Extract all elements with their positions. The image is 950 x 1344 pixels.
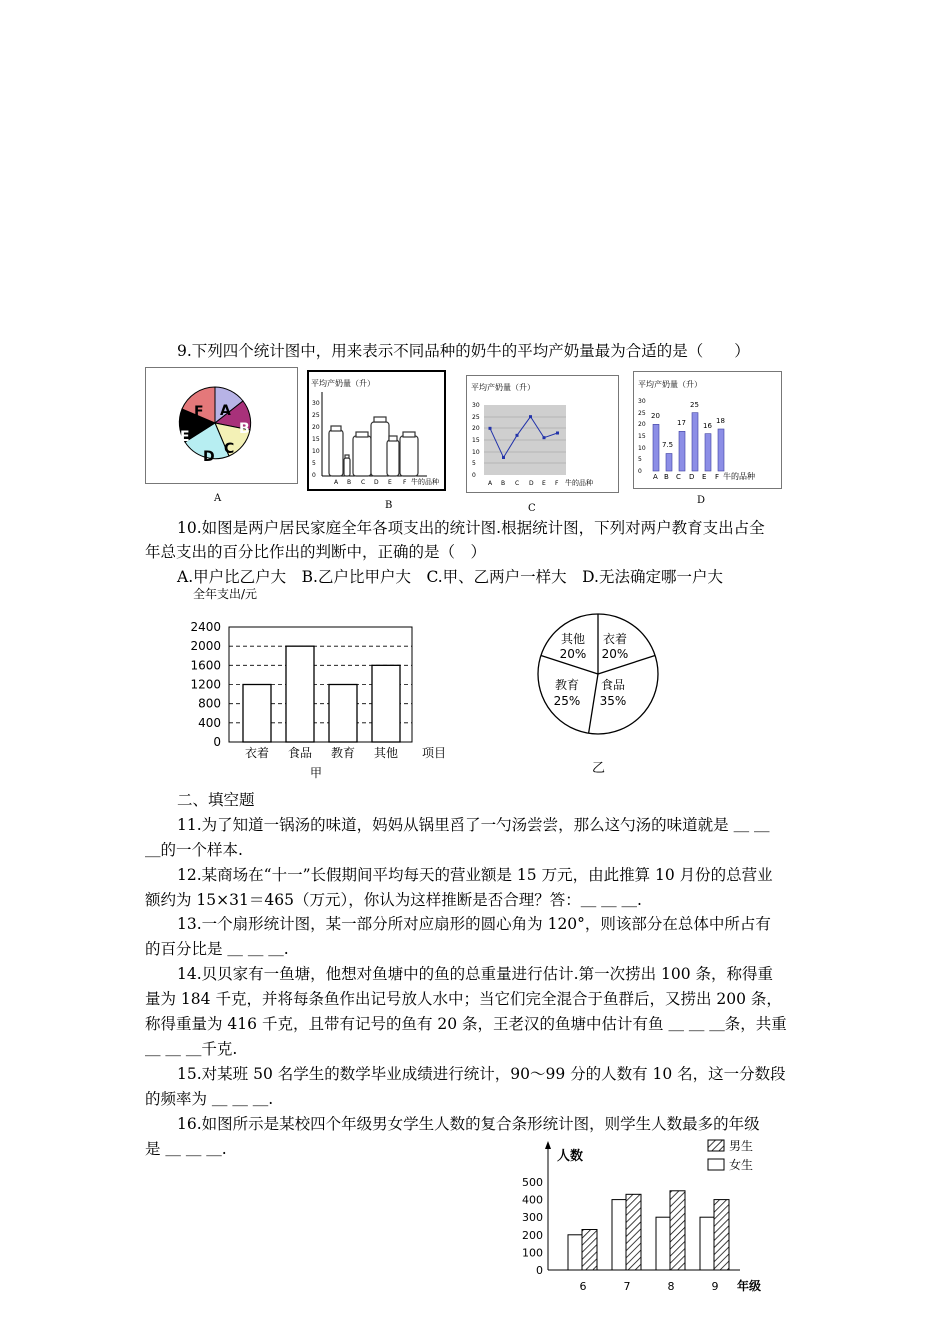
q10-bar-chart: [185, 585, 465, 790]
q9-label-a: A: [214, 493, 222, 504]
q16-line1: 16.如图所示是某校四个年级男女学生人数的复合条形统计图，则学生人数最多的年级: [177, 1115, 760, 1133]
q14-line2: 量为 184 千克，并将每条鱼作出记号放人水中；当它们完全混合于鱼群后，又捞出 200 条，: [145, 990, 782, 1008]
q14-line4: ＿ ＿ ＿千克.: [145, 1040, 238, 1058]
q11-line2: ＿的一个样本.: [145, 841, 243, 859]
q16-ylabel: 人数: [557, 1149, 584, 1164]
svg-text:平均产奶量（升）: 平均产奶量（升）: [311, 379, 375, 388]
svg-text:15: 15: [312, 436, 320, 443]
q16-ytick: 200: [522, 1228, 543, 1242]
q16-ytick: 400: [522, 1193, 543, 1207]
svg-text:10: 10: [638, 445, 646, 452]
pie-pct-yizhuo: 20%: [601, 647, 629, 661]
svg-text:项目: 项目: [422, 746, 447, 760]
pie-label-c: C: [224, 441, 235, 457]
svg-text:B: B: [664, 473, 669, 481]
q16-bar-girls-7: [612, 1200, 626, 1270]
svg-text:A: A: [334, 479, 339, 486]
q9-pictograph: [307, 370, 446, 491]
svg-text:25: 25: [312, 412, 320, 419]
svg-text:E: E: [542, 480, 546, 487]
jia-bar-1: [286, 646, 314, 742]
q13-line2: 的百分比是 ＿ ＿ ＿.: [145, 940, 289, 958]
svg-text:15: 15: [638, 433, 646, 440]
svg-text:E: E: [388, 479, 392, 486]
q16-ytick: 500: [522, 1176, 543, 1189]
svg-text:E: E: [702, 473, 707, 481]
jia-bar-2: [329, 685, 357, 743]
q14-line1: 14.贝贝家有一鱼塘，他想对鱼塘中的鱼的总重量进行估计.第一次捞出 100 条，称得重: [177, 965, 774, 983]
svg-text:牛的品种: 牛的品种: [723, 472, 755, 481]
svg-text:F: F: [403, 479, 407, 486]
c-point-A: [489, 427, 492, 430]
svg-text:D: D: [689, 473, 695, 481]
svg-text:平均产奶量（升）: 平均产奶量（升）: [638, 380, 702, 389]
q16-cat-label: 9: [711, 1280, 719, 1293]
q16-cat-label: 8: [667, 1280, 675, 1293]
pie-pct-jiaoyu: 25%: [553, 694, 581, 708]
q9-label-d: D: [697, 495, 706, 506]
svg-text:牛的品种: 牛的品种: [565, 479, 593, 487]
svg-text:17: 17: [677, 419, 686, 427]
q16-ytick: 0: [536, 1264, 543, 1277]
pie-label-yizhuo: 衣着: [602, 632, 628, 646]
svg-text:30: 30: [638, 398, 646, 405]
q16-ytick: 100: [522, 1246, 543, 1260]
q9-line-chart: [466, 375, 619, 493]
jia-ytick: 2000: [190, 639, 221, 654]
svg-text:B: B: [347, 479, 352, 486]
q14-line3: 称得重量为 416 千克，且带有记号的鱼有 20 条，王老汉的鱼塘中估计有鱼 ＿ ＿ ＿条，共重: [145, 1015, 787, 1033]
q9-label-b: B: [385, 500, 393, 511]
pie-pct-qita: 20%: [559, 647, 587, 661]
svg-text:D: D: [374, 479, 379, 486]
svg-text:30: 30: [472, 402, 480, 409]
jia-ytick: 800: [198, 696, 221, 711]
q12-line1: 12.某商场在“十一”长假期间平均每天的营业额是 15 万元，由此推算 10 月份的总营业: [177, 866, 773, 884]
svg-text:F: F: [715, 473, 720, 481]
jia-ytick: 1200: [190, 677, 221, 692]
svg-text:18: 18: [716, 417, 725, 425]
svg-text:20: 20: [651, 412, 660, 420]
svg-text:16: 16: [703, 422, 712, 430]
svg-text:C: C: [515, 480, 520, 487]
svg-text:牛的品种: 牛的品种: [411, 478, 439, 486]
q16-bar-chart: [515, 1135, 775, 1300]
jia-cat-label: 其他: [373, 746, 399, 760]
q15-line1: 15.对某班 50 名学生的数学毕业成绩进行统计，90～99 分的人数有 10 名，这一分数段: [177, 1065, 786, 1083]
svg-text:C: C: [676, 473, 681, 481]
d-bar-F: [718, 429, 724, 471]
svg-text:C: C: [361, 479, 366, 486]
d-bar-E: [705, 434, 711, 471]
svg-text:25: 25: [690, 401, 699, 409]
jia-ytick: 0: [213, 735, 221, 749]
svg-text:25: 25: [638, 410, 646, 417]
q16-bar-boys-9: [714, 1200, 729, 1270]
c-point-C: [516, 434, 519, 437]
q16-line2: 是 ＿ ＿ ＿.: [145, 1140, 227, 1158]
q13-line1: 13.一个扇形统计图，某一部分所对应扇形的圆心角为 120°，则该部分在总体中所占有: [177, 915, 771, 933]
svg-text:0: 0: [312, 472, 316, 479]
q16-bar-girls-9: [700, 1217, 714, 1270]
svg-text:全年支出/元: 全年支出/元: [193, 587, 258, 601]
c-point-B: [502, 456, 505, 459]
svg-text:A: A: [653, 473, 658, 481]
svg-text:0: 0: [638, 468, 642, 475]
svg-text:5: 5: [638, 456, 642, 463]
svg-text:平均产奶量（升）: 平均产奶量（升）: [471, 383, 535, 392]
q10-options: A.甲户比乙户大 B.乙户比甲户大 C.甲、乙两户一样大 D.无法确定哪一户大: [177, 568, 723, 586]
legend-boys: 男生: [729, 1139, 754, 1153]
jia-cat-label: 衣着: [244, 746, 270, 760]
jia-ytick: 2400: [190, 620, 221, 634]
q16-bar-girls-6: [568, 1235, 582, 1270]
q16-bar-boys-7: [626, 1194, 641, 1270]
jia-cat-label: 食品: [287, 746, 313, 760]
svg-text:5: 5: [312, 460, 316, 467]
q16-cat-label: 7: [623, 1280, 631, 1293]
q11-line1: 11.为了知道一锅汤的味道，妈妈从锅里舀了一勺汤尝尝，那么这勺汤的味道就是 ＿ ＿: [177, 816, 770, 834]
svg-text:B: B: [501, 480, 506, 487]
svg-text:30: 30: [312, 400, 320, 407]
svg-text:10: 10: [312, 448, 320, 455]
pie-label-qita: 其他: [560, 632, 586, 646]
q16-xlabel: 年级: [737, 1279, 762, 1293]
d-bar-D: [692, 413, 698, 471]
q10-stem-1: 10.如图是两户居民家庭全年各项支出的统计图.根据统计图，下列对两户教育支出占全: [177, 519, 765, 537]
svg-text:25: 25: [472, 414, 480, 421]
q16-cat-label: 6: [579, 1280, 587, 1293]
pie-label-e: E: [180, 429, 190, 445]
svg-text:5: 5: [472, 460, 476, 467]
svg-text:20: 20: [312, 424, 320, 431]
pie-label-shipin: 食品: [600, 678, 626, 692]
q16-ytick: 300: [522, 1211, 543, 1225]
svg-text:20: 20: [472, 425, 480, 432]
jia-bar-0: [243, 685, 271, 743]
q16-bar-boys-6: [582, 1230, 597, 1270]
d-bar-A: [653, 424, 659, 471]
q16-bar-girls-8: [656, 1217, 670, 1270]
q10-stem-2: 年总支出的百分比作出的判断中，正确的是（ ）: [145, 543, 487, 561]
svg-text:20: 20: [638, 421, 646, 428]
d-bar-B: [666, 454, 672, 472]
q12-line2: 额约为 15×31＝465（万元），你认为这样推断是否合理？答：＿ ＿ ＿.: [145, 891, 642, 909]
pie-label-jiaoyu: 教育: [554, 678, 580, 692]
jia-cat-label: 教育: [330, 746, 356, 760]
svg-text:甲: 甲: [310, 766, 323, 780]
jia-ytick: 400: [198, 715, 221, 730]
q9-bar-chart: [633, 371, 782, 489]
svg-text:F: F: [555, 480, 559, 487]
c-point-D: [529, 415, 532, 418]
jia-bar-3: [372, 665, 400, 742]
svg-text:0: 0: [472, 472, 476, 479]
svg-text:7.5: 7.5: [662, 441, 674, 449]
q15-line2: 的频率为 ＿ ＿ ＿.: [145, 1090, 274, 1108]
q9-stem: 9.下列四个统计图中，用来表示不同品种的奶牛的平均产奶量最为合适的是（ ）: [177, 342, 750, 360]
svg-text:A: A: [488, 480, 493, 487]
c-point-E: [543, 436, 546, 439]
pie-label-b: B: [239, 421, 250, 437]
q9-label-c: C: [528, 503, 536, 514]
section2-title: 二、填空题: [177, 791, 255, 809]
pie-label-d: D: [203, 449, 215, 465]
jia-ytick: 1600: [190, 658, 221, 673]
d-bar-C: [679, 431, 685, 471]
q16-bar-boys-8: [670, 1191, 685, 1270]
svg-text:10: 10: [472, 449, 480, 456]
pie-label-a: A: [220, 403, 231, 419]
pie-label-f: F: [194, 404, 204, 420]
q10-pie-chart: [530, 613, 670, 778]
svg-text:D: D: [529, 480, 534, 487]
pie-pct-shipin: 35%: [599, 694, 627, 708]
legend-girls: 女生: [729, 1158, 754, 1172]
svg-text:乙: 乙: [592, 761, 606, 776]
svg-text:15: 15: [472, 437, 480, 444]
c-point-F: [556, 432, 559, 435]
q9-pie-chart: [145, 367, 298, 484]
